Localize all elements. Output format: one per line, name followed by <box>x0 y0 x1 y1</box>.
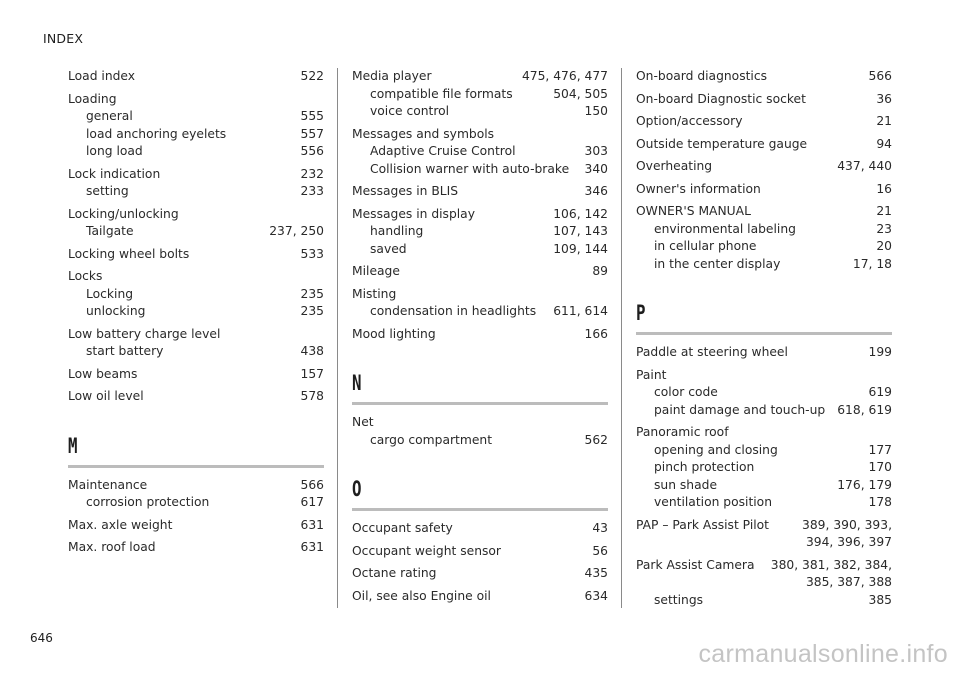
entry-pages: 380, 381, 382, 384, 385, 387, 388 <box>770 557 892 589</box>
index-entry-row <box>352 263 608 281</box>
index-entry <box>68 68 324 86</box>
index-entry-row <box>352 126 608 144</box>
subentry-pages: 17, 18 <box>852 256 892 271</box>
entry-term: Oil, see also Engine oil <box>352 588 491 603</box>
subentry-pages: 150 <box>584 104 608 118</box>
index-entry-row <box>352 183 608 201</box>
subentry-pages: 233 <box>300 184 324 198</box>
index-entry-row <box>68 539 324 557</box>
index-entry-row <box>352 286 608 304</box>
subentry-term: voice control <box>370 104 450 118</box>
entry-term: Lock indication <box>68 166 161 181</box>
index-entry <box>352 183 608 201</box>
index-entry <box>636 181 892 199</box>
index-entry <box>352 286 608 321</box>
subentry-pages: 237, 250 <box>269 224 324 238</box>
watermark-text: carmanualsonline.info <box>698 640 948 668</box>
index-entry-row <box>68 326 324 344</box>
subentry-term: sun shade <box>654 477 718 492</box>
subentry-pages: 20 <box>876 239 892 253</box>
index-subentry-row <box>636 459 892 477</box>
index-entry <box>352 326 608 344</box>
index-column-1 <box>68 68 324 562</box>
index-subentry-row <box>636 221 892 239</box>
subentry-pages: 23 <box>876 221 892 236</box>
index-subentry-row <box>636 494 892 512</box>
subentry-pages: 176, 179 <box>837 477 892 492</box>
subentry-pages: 562 <box>584 432 608 447</box>
subentry-term: general <box>86 109 133 123</box>
subentry-term: in the center display <box>654 256 781 271</box>
index-subentry-row <box>68 303 324 321</box>
index-entry <box>636 517 892 552</box>
index-entry-row <box>68 517 324 535</box>
column-divider <box>337 68 338 608</box>
index-entry-row <box>352 520 608 538</box>
entry-pages: 43 <box>592 521 608 535</box>
subentry-term: color code <box>654 385 718 399</box>
entry-term: Locks <box>68 269 103 283</box>
entry-pages: 157 <box>300 366 324 381</box>
entry-term: On-board Diagnostic socket <box>636 91 806 106</box>
index-subentry-row <box>352 303 608 321</box>
index-entry-row <box>68 388 324 406</box>
index-entry-row <box>636 181 892 199</box>
index-subentry-row <box>636 592 892 610</box>
entry-pages: 631 <box>300 540 324 554</box>
index-entry-row <box>636 113 892 131</box>
index-entry <box>352 543 608 561</box>
index-entry <box>352 565 608 583</box>
subentry-pages: 504, 505 <box>553 86 608 101</box>
index-entry <box>68 539 324 557</box>
subentry-pages: 303 <box>584 144 608 158</box>
subentry-pages: 235 <box>300 286 324 301</box>
entry-pages: 106, 142 <box>553 206 608 221</box>
index-entry <box>352 126 608 179</box>
index-entry <box>352 520 608 538</box>
subentry-term: start battery <box>86 344 164 358</box>
entry-term: Paddle at steering wheel <box>636 345 788 359</box>
entry-pages: 94 <box>876 136 892 151</box>
index-entry <box>352 588 608 606</box>
index-entry <box>636 136 892 154</box>
index-entry-row <box>352 68 608 86</box>
subentry-pages: 385 <box>868 592 892 607</box>
entry-term: Messages in display <box>352 206 475 221</box>
subentry-pages: 619 <box>868 385 892 399</box>
entry-pages: 16 <box>876 181 892 196</box>
subentry-term: long load <box>86 144 143 158</box>
index-entry-row <box>636 136 892 154</box>
column-divider <box>621 68 622 608</box>
entry-pages: 437, 440 <box>837 159 892 173</box>
entry-term: Park Assist Camera <box>636 557 755 572</box>
index-entry <box>636 424 892 512</box>
subentry-term: load anchoring eyelets <box>86 126 227 141</box>
entry-term: Mood lighting <box>352 326 436 341</box>
index-entry-row <box>352 565 608 583</box>
index-subentry-row <box>352 86 608 104</box>
entry-term: Paint <box>636 367 667 382</box>
subentry-pages: 557 <box>300 126 324 141</box>
subentry-pages: 611, 614 <box>553 304 608 318</box>
index-entry-row <box>352 206 608 224</box>
index-entry <box>68 517 324 535</box>
subentry-term: unlocking <box>86 304 146 318</box>
index-entry <box>68 246 324 264</box>
index-entry-row <box>68 246 324 264</box>
entry-pages: 533 <box>300 246 324 261</box>
subentry-term: environmental labeling <box>654 221 796 236</box>
index-column-3 <box>636 68 892 614</box>
entry-term: Low oil level <box>68 389 144 403</box>
section-rule <box>352 508 608 511</box>
index-entry <box>68 166 324 201</box>
entry-pages: 89 <box>592 264 608 278</box>
index-entry-row <box>352 326 608 344</box>
index-entry-row <box>68 477 324 495</box>
subentry-term: saved <box>370 241 407 256</box>
index-entry-row <box>68 268 324 286</box>
index-subentry-row <box>352 103 608 121</box>
section-rule <box>636 332 892 335</box>
entry-pages: 522 <box>300 69 324 83</box>
index-entry <box>68 477 324 512</box>
index-subentry-row <box>636 384 892 402</box>
entry-pages: 21 <box>876 204 892 218</box>
entry-term: Panoramic roof <box>636 425 729 439</box>
entry-pages: 566 <box>300 477 324 492</box>
index-entry-row <box>68 91 324 109</box>
entry-pages: 475, 476, 477 <box>521 69 608 83</box>
entry-term: Occupant weight sensor <box>352 543 501 558</box>
index-entry <box>352 263 608 281</box>
entry-term: Locking wheel bolts <box>68 246 190 261</box>
subentry-pages: 617 <box>300 495 324 509</box>
entry-term: Max. axle weight <box>68 517 173 532</box>
subentry-term: ventilation position <box>654 495 772 509</box>
subentry-term: Adaptive Cruise Control <box>370 144 516 158</box>
entry-pages: 631 <box>300 517 324 532</box>
section-letter: P <box>636 301 646 325</box>
index-subentry-row <box>636 238 892 256</box>
entry-term: Low beams <box>68 366 138 381</box>
subentry-term: settings <box>654 592 704 607</box>
entry-pages: 566 <box>868 69 892 83</box>
subentry-term: setting <box>86 184 129 198</box>
entry-term: On-board diagnostics <box>636 69 768 83</box>
page-number: 646 <box>30 631 53 645</box>
entry-term: Misting <box>352 286 397 301</box>
subentry-pages: 555 <box>300 109 324 123</box>
index-entry-row <box>636 68 892 86</box>
index-subentry-row <box>636 402 892 420</box>
entry-pages: 346 <box>584 184 608 198</box>
index-entry <box>636 113 892 131</box>
index-entry-row <box>352 414 608 432</box>
subentry-term: handling <box>370 224 424 238</box>
index-entry <box>636 367 892 420</box>
section-letter: M <box>68 433 78 458</box>
index-entry-row <box>352 543 608 561</box>
index-entry <box>352 206 608 259</box>
entry-term: Overheating <box>636 159 713 173</box>
subentry-pages: 556 <box>300 144 324 158</box>
index-entry-row <box>636 91 892 109</box>
section-rule <box>352 402 608 405</box>
subentry-term: condensation in headlights <box>370 304 537 318</box>
subentry-term: pinch protection <box>654 460 755 474</box>
section-rule <box>68 465 324 468</box>
subentry-term: Collision warner with auto-brake <box>370 161 570 176</box>
index-entry <box>636 203 892 273</box>
subentry-pages: 107, 143 <box>553 224 608 238</box>
index-subentry-row <box>352 161 608 179</box>
entry-pages: 21 <box>876 114 892 128</box>
entry-term: Outside temperature gauge <box>636 136 808 151</box>
subentry-term: corrosion protection <box>86 495 210 509</box>
index-subentry-row <box>636 477 892 495</box>
index-entry-row <box>68 366 324 384</box>
index-entry-row <box>68 206 324 224</box>
subentry-pages: 177 <box>868 442 892 457</box>
entry-pages: 166 <box>584 326 608 341</box>
index-subentry-row <box>352 432 608 450</box>
entry-term: Messages in BLIS <box>352 184 459 198</box>
entry-term: Media player <box>352 69 432 83</box>
entry-term: Maintenance <box>68 477 148 492</box>
index-entry <box>352 68 608 121</box>
subentry-term: in cellular phone <box>654 239 757 253</box>
entry-pages: 578 <box>300 389 324 403</box>
entry-pages: 199 <box>868 345 892 359</box>
entry-term: Messages and symbols <box>352 126 495 141</box>
entry-term: Locking/unlocking <box>68 206 179 221</box>
entry-term: Low battery charge level <box>68 326 221 341</box>
index-entry-row <box>636 557 892 592</box>
section-letter: O <box>352 477 362 501</box>
subentry-pages: 235 <box>300 304 324 318</box>
index-subentry-row <box>68 223 324 241</box>
subentry-term: compatible file formats <box>370 86 513 101</box>
entry-term: Loading <box>68 91 117 106</box>
subentry-pages: 178 <box>868 495 892 509</box>
section-letter: N <box>352 371 362 395</box>
index-entry-row <box>636 344 892 362</box>
index-subentry-row <box>352 223 608 241</box>
subentry-pages: 170 <box>868 460 892 474</box>
index-entry <box>68 326 324 361</box>
index-subentry-row <box>68 143 324 161</box>
index-entry-row <box>636 517 892 552</box>
index-entry-row <box>68 166 324 184</box>
index-column-2 <box>352 68 608 610</box>
subentry-term: paint damage and touch-up <box>654 402 826 417</box>
index-entry <box>68 206 324 241</box>
index-entry-row <box>636 203 892 221</box>
entry-pages: 56 <box>592 543 608 558</box>
subentry-term: cargo compartment <box>370 432 493 447</box>
entry-pages: 634 <box>584 588 608 603</box>
index-entry <box>636 557 892 610</box>
index-entry <box>352 414 608 449</box>
subentry-term: opening and closing <box>654 442 778 457</box>
index-subentry-row <box>636 442 892 460</box>
index-subentry-row <box>352 143 608 161</box>
index-entry <box>636 91 892 109</box>
entry-term: Load index <box>68 69 136 83</box>
entry-term: Octane rating <box>352 566 437 580</box>
index-entry-row <box>636 158 892 176</box>
entry-term: Net <box>352 415 374 429</box>
index-entry <box>636 68 892 86</box>
index-entry <box>636 158 892 176</box>
entry-term: PAP – Park Assist Pilot <box>636 517 770 532</box>
entry-term: Owner's information <box>636 181 761 196</box>
subentry-pages: 340 <box>584 161 608 176</box>
entry-pages: 435 <box>584 566 608 580</box>
index-entry <box>68 91 324 161</box>
entry-term: Max. roof load <box>68 540 156 554</box>
subentry-term: Tailgate <box>86 224 134 238</box>
index-subentry-row <box>636 256 892 274</box>
index-subentry-row <box>68 126 324 144</box>
entry-term: Mileage <box>352 264 400 278</box>
entry-pages: 232 <box>300 166 324 181</box>
entry-pages: 389, 390, 393, 394, 396, 397 <box>802 517 892 549</box>
subentry-pages: 438 <box>300 344 324 358</box>
index-entry <box>68 366 324 384</box>
subentry-pages: 618, 619 <box>837 402 892 417</box>
page-header-title: INDEX <box>43 31 84 46</box>
subentry-term: Locking <box>86 286 134 301</box>
entry-term: Occupant safety <box>352 521 453 535</box>
index-entry-row <box>352 588 608 606</box>
index-entry-row <box>68 68 324 86</box>
index-subentry-row <box>352 241 608 259</box>
index-entry-row <box>636 367 892 385</box>
index-entry-row <box>636 424 892 442</box>
index-subentry-row <box>68 108 324 126</box>
index-subentry-row <box>68 286 324 304</box>
entry-term: OWNER'S MANUAL <box>636 204 751 218</box>
index-subentry-row <box>68 494 324 512</box>
index-entry <box>68 388 324 406</box>
entry-pages: 36 <box>876 91 892 106</box>
index-entry <box>68 268 324 321</box>
index-subentry-row <box>68 343 324 361</box>
index-entry <box>636 344 892 362</box>
index-subentry-row <box>68 183 324 201</box>
subentry-pages: 109, 144 <box>553 241 608 256</box>
entry-term: Option/accessory <box>636 114 743 128</box>
